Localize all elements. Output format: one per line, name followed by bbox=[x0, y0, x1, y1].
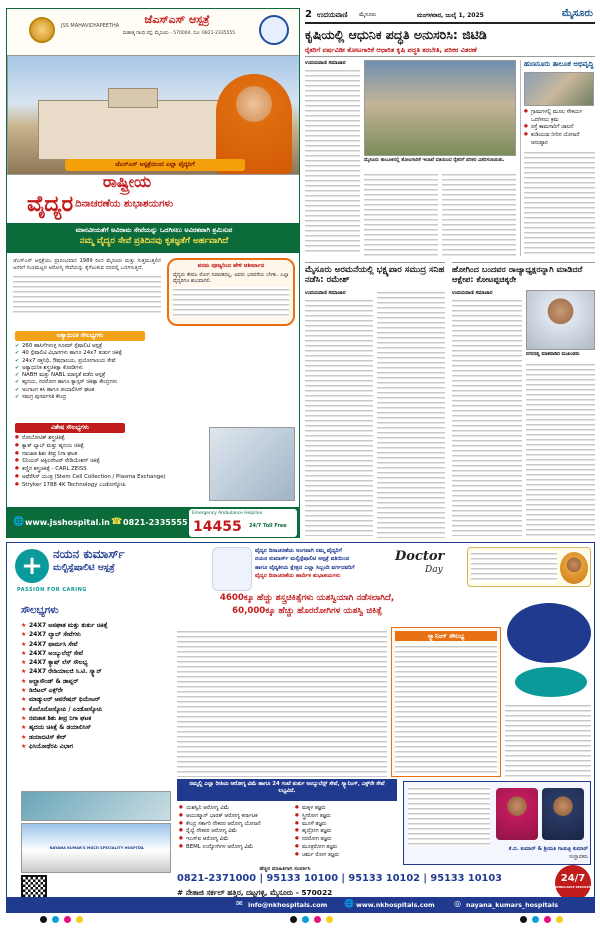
globe-icon: 🌐 bbox=[13, 517, 25, 527]
jss-logo-strip bbox=[7, 9, 300, 55]
list-item: ● BEML ಉದ್ಯೋಗಿಗಳ ಆರೋಗ್ಯ ವಿಮೆ bbox=[179, 844, 291, 852]
jss-special-list bbox=[15, 435, 205, 505]
nk-social[interactable]: nayana_kumars_hospitals bbox=[466, 901, 558, 909]
list-item: ● ಕಣ್ಣಿನ ಶಸ್ತ್ರಚಿಕಿತ್ಸೆ - CARL ZEISS bbox=[15, 466, 205, 474]
list-item: ● ಲಿನಿಯರ್ ಆಕ್ಸಿಲರೇಟರ್ ರೇಡಿಯೇಶನ್ ಚಿಕಿತ್ಸೆ bbox=[15, 458, 205, 466]
jss-facilities-title: ಅತ್ಯಾಧುನಿಕ ಸೌಲಭ್ಯಗಳು bbox=[15, 331, 145, 341]
article2-col-2 bbox=[377, 290, 445, 538]
registration-mark bbox=[290, 916, 297, 923]
contact-label: ಹೆಚ್ಚಿನ ಮಾಹಿತಿಗಾಗಿ ಸಂಪರ್ಕಿಸಿ bbox=[259, 866, 311, 872]
building-label: NAYANA KUMAR'S MULTI SPECIALITY HOSPITAL bbox=[49, 846, 145, 850]
page-header bbox=[305, 8, 595, 24]
article1-col-2 bbox=[364, 172, 438, 256]
ambulance-label: Emergency Ambulance Helpline bbox=[192, 511, 263, 516]
list-item: ★ 24X7 ಲ್ಯಾಬ್ ಸೇವೆಗಳು bbox=[21, 630, 171, 639]
nk-right-badge bbox=[507, 603, 591, 663]
stat-outpatients: 60,000ಕ್ಕೂ ಹೆಚ್ಚು ಹೊರರೋಗಿಗಳ ಯಶಸ್ವಿ ಚಿಕಿತ್ಸೆ bbox=[232, 605, 382, 616]
owner-name: ಕೆ.ಬಿ. ಕುಮಾರ್ & ಶ್ರೀಮತಿ ಗಾಯಿತ್ರಿ ಕುಮಾರ್ bbox=[508, 846, 588, 852]
side-brief-list bbox=[524, 109, 595, 148]
article-dateline: ಉದಯವಾಣಿ ಸಮಾಚಾರ bbox=[452, 290, 493, 296]
list-item: ● ರಸ್ತೆ ಕಾಮಗಾರಿಗೆ ಚಾಲನೆ bbox=[524, 124, 595, 132]
list-item: ● ಇಎಸ್‌ಐ ಆರೋಗ್ಯ ವಿಮೆ bbox=[179, 836, 291, 844]
jss-address: ಮಹಾತ್ಮ ಗಾಂಧಿ ರಸ್ತೆ, ಮೈಸೂರು - 570004. ದೂ: 0821-2335555 bbox=[122, 31, 236, 36]
list-item: ● ರೋಬೋಟಿಕ್ ಶಸ್ತ್ರಚಿಕಿತ್ಸೆ bbox=[15, 435, 205, 443]
jss-emblem-icon bbox=[29, 17, 55, 43]
edition-label: ಮೈಸೂರು bbox=[359, 12, 377, 18]
nk-email[interactable]: info@nkhospitals.com bbox=[248, 901, 328, 909]
list-item: ● Stryker 1788 4K Technology ಎಂಡೋಸ್ಕೋಪಿ bbox=[15, 482, 205, 490]
article3-col-2 bbox=[526, 362, 595, 538]
nk-department-list bbox=[295, 805, 395, 865]
nk-owner-box bbox=[403, 781, 591, 865]
nk-facilities-title: ಸೌಲಭ್ಯಗಳು bbox=[21, 605, 59, 616]
list-item: ● ಸ್ತ್ರೀರೋಗ ತಜ್ಞರು bbox=[295, 813, 395, 821]
nk-body-text bbox=[177, 629, 387, 777]
list-item: ● ಯಶಸ್ವಿನಿ ಆರೋಗ್ಯ ವಿಮೆ bbox=[179, 805, 291, 813]
list-item: ★ 24X7 ಅಪಘಾತ ಮತ್ತು ತುರ್ತು ಚಿಕಿತ್ಸೆ bbox=[21, 621, 171, 630]
list-item: ● ರೈಲ್ವೆ ನೌಕರರ ಆರೋಗ್ಯ ವಿಮೆ bbox=[179, 828, 291, 836]
article-subhead-1: ರೈತರಿಗೆ ವರ್ಷವಿಡೀ ತೋಟಗಾರಿಕೆ ಆಧಾರಿತ ಕೃಷಿ ಪದ್ಧತಿ ತರಬೇತಿ, ಪರಿಕರ ವಿತರಣೆ bbox=[305, 46, 595, 57]
nk-phones[interactable]: 0821-2371000 | 95133 10100 | 95133 10102 | 95133 10103 bbox=[177, 873, 502, 884]
list-item: ✔ 40 ಸ್ಪೆಷಾಲಿಟಿ ವಿಭಾಗಗಳು ಹಾಗೂ 24x7 ತುರ್ತು ಚಿಕಿತ್ಸೆ bbox=[15, 350, 295, 357]
registration-mark bbox=[532, 916, 539, 923]
stat-surgeries: 4600ಕ್ಕೂ ಹೆಚ್ಚು ಶಸ್ತ್ರಚಿಕಿತ್ಸೆಗಳು ಯಶಸ್ವಿಯಾಗಿ ನಡೆಸಲಾಗಿದೆ, bbox=[219, 593, 395, 603]
registration-mark bbox=[40, 916, 47, 923]
list-item: ✔ 260 ಹಾಸಿಗೆಗಳುಳ್ಳ ಸೂಪರ್ ಸ್ಪೆಷಾಲಿಟಿ ಆಸ್ಪತ್ರೆ bbox=[15, 343, 295, 350]
nk-wish: ವೈದ್ಯರ ದಿನಾಚರಣೆಯ ಅಂಗವಾಗಿ ನಮ್ಮ ವೈದ್ಯರಿಗೆ ನಯನ ಕುಮಾರ್ಸ್ ಮಲ್ಟಿಸ್ಪೆಷಾಲಿಟಿ ಆಸ್ಪತ್ರೆ ವತಿಯಿಂದ ಹಾಗೂ ವೈದ್ಯಕೀಯ ಕ್ಷೇತ್ರದ ಎಲ್ಲಾ ಸಿಬ್ಬಂದಿ ವರ್ಗದವರಿಗೆ ವೈದ್ಯರ ದಿನಾಚರಣೆಯ ಹಾರ್ದಿಕ ಶುಭಾಶಯಗಳು bbox=[255, 548, 355, 580]
article3-caption: ನಗರದಲ್ಲಿ ಮಾತನಾಡಿದ ಮುಖಂಡರು bbox=[526, 352, 580, 357]
side-brief-photo bbox=[524, 72, 594, 106]
jss-naac-badge bbox=[259, 15, 289, 45]
list-item: ★ ಡಯಾಬಿಟಿಸ್ ಕೇರ್ bbox=[21, 733, 171, 742]
jss-building-photo bbox=[7, 55, 300, 175]
jss-headline-3: ದಿನಾಚರಣೆಯ ಶುಭಾಶಯಗಳು bbox=[75, 198, 174, 210]
article1-caption: ಮೈಸೂರು ತಾಲೂಕಿನಲ್ಲಿ ತೋಟಗಾರಿಕೆ ಇಲಾಖೆ ವತಿಯಿಂದ ರೈತರಿಗೆ ಪರಿಕರ ವಿತರಿಸಲಾಯಿತು. bbox=[364, 158, 505, 163]
nk-logo-icon: + bbox=[15, 549, 49, 583]
article3-portrait bbox=[526, 290, 595, 350]
list-item: ★ ಅಲ್ಟ್ರಾಸೌಂಡ್ & ಡಾಪ್ಲರ್ bbox=[21, 677, 171, 686]
nk-stats-banner bbox=[157, 593, 457, 623]
jss-headline-1: ರಾಷ್ಟ್ರೀಯ bbox=[102, 172, 152, 191]
jss-facility-list bbox=[15, 343, 295, 421]
jss-ribbon: ಜೆಎಸ್‌ಎಸ್ ಆಸ್ಪತ್ರೆಯಿಂದ ಎಲ್ಲಾ ವೈದ್ಯರಿಗೆ bbox=[65, 159, 245, 171]
jss-ambulance-box bbox=[189, 509, 297, 537]
nk-right-text bbox=[505, 703, 591, 777]
nk-right-badge-2 bbox=[515, 667, 587, 697]
web-icon: 🌐 bbox=[344, 899, 354, 908]
registration-mark bbox=[520, 916, 527, 923]
list-item: ● ಕ್ಯಾತ್ ಲ್ಯಾಬ್ ಮತ್ತು ಹೃದಯ ಚಿಕಿತ್ಸೆ bbox=[15, 443, 205, 451]
list-item: ✔ NABH ಮತ್ತು NABL ಮಾನ್ಯತೆ ಪಡೆದ ಆಸ್ಪತ್ರೆ bbox=[15, 372, 295, 379]
nk-address: # ನೇತಾಜಿ ಸರ್ಕಲ್ ಹತ್ತಿರ, ದಟ್ಟಗಳ್ಳಿ, ಮೈಸೂರು - 570022 bbox=[177, 888, 333, 897]
article2-col-1 bbox=[305, 290, 373, 538]
list-item: ★ 24X7 ಕ್ಯಾಷ್ ಲೆಸ್ ಸೌಲಭ್ಯ bbox=[21, 658, 171, 667]
registration-mark bbox=[76, 916, 83, 923]
social-icon: ◎ bbox=[454, 899, 461, 908]
registration-mark bbox=[64, 916, 71, 923]
nk-scan-box bbox=[391, 627, 501, 777]
nk-name-1: ನಯನ ಕುಮಾರ್ಸ್ bbox=[53, 547, 125, 561]
jss-tagline: ಮಾನವೀಯತೆಗೆ ಅವಿರಾಮ ಸೇವೆಯನ್ನು ಒದಗಿಸಲು ಅವಿರತವಾಗಿ ಶ್ರಮಿಸುವ ನಮ್ಮ ವೈದ್ಯರ ಸೇವೆ ಪ್ರತಿದಿನವು ಕೃತಜ್ಞತೆಗೆ ಅರ್ಹವಾಗಿದೆ bbox=[7, 223, 300, 253]
article-headline-1: ಕೃಷಿಯಲ್ಲಿ ಆಧುನಿಕ ಪದ್ಧತಿ ಅನುಸರಿಸಿ: ಜಿಟಿಡಿ bbox=[305, 27, 487, 42]
nk-ambulance-badge: 24/7 AMBULANCE SERVICES bbox=[555, 865, 591, 901]
list-item: ● ಕೇಂದ್ರ ಸರ್ಕಾರಿ ನೌಕರರ ಆರೋಗ್ಯ ಯೋಜನೆ bbox=[179, 821, 291, 829]
nk-facility-list bbox=[21, 621, 171, 786]
list-item: ★ ಹೃದಯ ಚಿಕಿತ್ಸೆ & ಡಯಾಲಿಸಿಸ್ bbox=[21, 723, 171, 732]
registration-mark bbox=[314, 916, 321, 923]
list-item: ● ಕುಡಿಯುವ ನೀರಿನ ಯೋಜನೆ ಅನುಷ್ಠಾನ bbox=[524, 132, 595, 148]
registration-mark bbox=[326, 916, 333, 923]
article-dateline: ಉದಯವಾಣಿ ಸಮಾಚಾರ bbox=[305, 60, 346, 66]
list-item: ★ ಕೊಲೊನೋಸ್ಕೋಪಿ / ಎಂಡೋಸ್ಕೋಪಿ bbox=[21, 705, 171, 714]
article1-col-1 bbox=[305, 60, 360, 256]
article1-col-3 bbox=[442, 172, 516, 256]
owner-photo-1 bbox=[496, 788, 538, 840]
quote-box bbox=[467, 547, 591, 587]
nk-website[interactable]: www.nkhospitals.com bbox=[356, 901, 435, 909]
list-item: ● ಮೂತ್ರರೋಗ ತಜ್ಞರು bbox=[295, 844, 395, 852]
email-icon: ✉ bbox=[236, 899, 243, 908]
guru-portrait bbox=[560, 552, 588, 584]
registration-mark bbox=[544, 916, 551, 923]
list-item: ★ ಮಾಡ್ಯುಲರ್ ಆಪರೇಷನ್ ಥಿಯೇಟರ್ bbox=[21, 695, 171, 704]
section-name: ಮೈಸೂರು bbox=[561, 8, 593, 19]
nk-name-2: ಮಲ್ಟಿಸ್ಪೆಷಾಲಿಟಿ ಆಸ್ಪತ್ರೆ bbox=[53, 563, 115, 573]
jss-phone[interactable]: 0821-2335555 bbox=[123, 518, 188, 527]
list-item: ★ ಡಿಜಿಟಲ್ ಎಕ್ಸ್‌ರೇ bbox=[21, 686, 171, 695]
jss-blessing-bubble: ಪರಮ ಪೂಜ್ಯರಿಂದ ಹೇಳಿ ಆಶೀರ್ವಾದ ವೈದ್ಯರು ಕೇವಲ ರೋಗ ನಿವಾರಕರಲ್ಲ, ಅವರು ಭರವಸೆಯ ಬೆಳಕು. ಎಲ್ಲಾ ವೈದ್ಯರಿಗೂ ಶುಭವಾಗಲಿ. bbox=[167, 258, 295, 326]
paper-name: ಉದಯವಾಣಿ bbox=[317, 11, 348, 19]
doctor-illustration bbox=[212, 547, 252, 591]
article3-col-1 bbox=[452, 290, 522, 538]
list-item: ★ 24X7 ಅಂಬ್ಯುಲೆನ್ಸ್ ಸೇವೆ bbox=[21, 649, 171, 658]
jss-logo-text: JSS MAHAVIDYAPEETHA bbox=[61, 23, 120, 29]
ambulance-note: 24/7 Toll Free bbox=[249, 523, 287, 529]
list-item: ✔ ಅಂಗಾಂಗ ಕಸಿ ಹಾಗೂ ಡಯಾಲಿಸಿಸ್ ಘಟಕ bbox=[15, 387, 295, 394]
nk-building-photo bbox=[21, 823, 171, 873]
jss-intro: ಜೆಎಸ್‌ಎಸ್ ಆಸ್ಪತ್ರೆಯು ಪ್ರಾರಂಭವಾದ 1989 ರಿಂದ ಮೈಸೂರು ಮತ್ತು ಸುತ್ತಮುತ್ತಲಿನ ಜನರಿಗೆ ಗುಣಮಟ್ಟದ ಆರೋಗ್ಯ ಸೇವೆಯನ್ನು ಕೈಗೆಟುಕುವ ದರದಲ್ಲಿ ಒದಗಿಸುತ್ತಿದೆ. bbox=[13, 258, 161, 326]
list-item: ★ 24X7 ರೇಡಿಯಾಲಜಿ ಸಿ.ಟಿ. ಸ್ಕ್ಯಾನ್ bbox=[21, 667, 171, 676]
jss-footer bbox=[7, 507, 300, 538]
list-item: ● ನರರೋಗ ತಜ್ಞರು bbox=[295, 836, 395, 844]
nk-footer bbox=[6, 897, 595, 913]
list-item: ★ ಫಿಸಿಯೋಥೆರಪಿ ವಿಭಾಗ bbox=[21, 742, 171, 751]
jss-headline-2: ವೈದ್ಯರ bbox=[27, 192, 74, 217]
article1-photo bbox=[364, 60, 516, 156]
list-item: ✔ ಹೃದಯ, ನರರೋಗ ಹಾಗೂ ಕ್ಯಾನ್ಸರ್ ಚಿಕಿತ್ಸಾ ಕೇಂದ್ರಗಳು bbox=[15, 379, 295, 386]
list-item: ✔ ಅತ್ಯಾಧುನಿಕ ಶಸ್ತ್ರಚಿಕಿತ್ಸಾ ಕೊಠಡಿಗಳು bbox=[15, 365, 295, 372]
list-item: ● ಹೃದ್ರೋಗ ತಜ್ಞರು bbox=[295, 828, 395, 836]
article-headline-3: ಹೋಗಿಂದ ಬಂದವರ ರಾಜ್ಯಾಧ್ಯಕ್ಷರನ್ನಾಗಿ ಮಾಡಿದರೆ ಆಕ್ಷೇಪ: ಕೋಟಪ್ಪಚಿಕ್ಕರೇ bbox=[452, 262, 595, 285]
list-item: ● ನವಜಾತ ಶಿಶು ತೀವ್ರ ನಿಗಾ ಘಟಕ bbox=[15, 451, 205, 459]
phone-icon: ☎ bbox=[111, 517, 123, 527]
nk-insurance-list bbox=[179, 805, 291, 865]
registration-mark bbox=[302, 916, 309, 923]
page-number: 2 bbox=[305, 9, 312, 20]
doctor-day-badge: Doctor Day bbox=[395, 549, 445, 576]
nk-service-banner: ನಮ್ಮಲ್ಲಿ ಎಲ್ಲಾ ರೀತಿಯ ಆರೋಗ್ಯ ವಿಮೆ ಹಾಗೂ 24 ಗಂಟೆ ತುರ್ತು ಆಂಬ್ಯುಲೆನ್ಸ್ ಸೇವೆ, ಸ್ಕ್ಯಾನಿಂಗ್, ಎಕ್ಸ್‌ರೇ ಸೇವೆ ಲಭ್ಯವಿದೆ. bbox=[177, 779, 397, 801]
list-item: ● ಮಕ್ಕಳ ತಜ್ಞರು bbox=[295, 805, 395, 813]
registration-mark bbox=[556, 916, 563, 923]
article-headline-2: ಮೈಸೂರು ಅರಮನೆಯಲ್ಲಿ ಭಕ್ಷ್ಯಪಾರ ಸಮುದ್ರ ಸನಿಹ ನಡೆಸಿ: ರಮೇಶ್ bbox=[305, 262, 445, 286]
ambulance-number[interactable]: 14455 bbox=[193, 519, 242, 535]
list-item: ● ಚರ್ಮ ರೋಗ ತಜ್ಞರು bbox=[295, 852, 395, 860]
nk-tagline: PASSION FOR CARING bbox=[17, 587, 87, 593]
list-item: ★ ನವಜಾತ ಶಿಶು ತೀವ್ರ ನಿಗಾ ಘಟಕ bbox=[21, 714, 171, 723]
jss-hospital-name: ಜೆಎಸ್‌ಎಸ್ ಆಸ್ಪತ್ರೆ bbox=[144, 13, 210, 26]
jss-website[interactable]: www.jsshospital.in bbox=[25, 518, 110, 527]
page-date: ಮಂಗಳವಾರ, ಜುಲೈ 1, 2025 bbox=[417, 12, 484, 19]
jss-equipment-photo bbox=[209, 427, 295, 501]
registration-mark bbox=[52, 916, 59, 923]
jss-special-title: ವಿಶೇಷ ಸೌಲಭ್ಯಗಳು bbox=[15, 423, 125, 433]
list-item: ● ಮೂಳೆ ತಜ್ಞರು bbox=[295, 821, 395, 829]
article-dateline: ಉದಯವಾಣಿ ಸಮಾಚಾರ bbox=[305, 290, 346, 296]
owner-photo-2 bbox=[542, 788, 584, 840]
jss-headline-block bbox=[27, 191, 297, 219]
list-item: ✔ ಸಮಗ್ರ ಪುನರ್ವಸತಿ ಕೇಂದ್ರ bbox=[15, 394, 295, 401]
side-brief-title: ಹುಣಸೂರು ತಾಲೂಕ ಅಭಿವೃದ್ಧಿ bbox=[524, 60, 594, 68]
scan-title: ಸ್ಕ್ಯಾನಿಂಗ್ ಸೌಲಭ್ಯ bbox=[395, 631, 497, 641]
jss-hospital-ad bbox=[6, 8, 300, 538]
owner-title: ಸಂಸ್ಥಾಪಕರು bbox=[569, 855, 588, 860]
side-brief bbox=[520, 60, 595, 256]
list-item: ● ಗ್ರಾಮಗಳಲ್ಲಿ ಮೂಲ ಸೌಕರ್ಯ ಒದಗಿಸಲು ಕ್ರಮ bbox=[524, 109, 595, 125]
list-item: ✔ 24x7 ರಕ್ತನಿಧಿ, ಔಷಧಾಲಯ, ಪ್ರಯೋಗಾಲಯ ಸೇವೆ bbox=[15, 358, 295, 365]
nk-hospital-ad bbox=[6, 542, 595, 910]
nk-ot-photo bbox=[21, 791, 171, 821]
list-item: ★ 24X7 ಫಾರ್ಮಸಿ ಸೇವೆ bbox=[21, 640, 171, 649]
list-item: ● ಅಫೆರೆಸಿಸ್ ಯಂತ್ರ (Stem Cell Collection / Plasma Exchange) bbox=[15, 474, 205, 482]
list-item: ● ಆಯುಷ್ಮಾನ್ ಭಾರತ್ ಆರೋಗ್ಯ ಕರ್ನಾಟಕ bbox=[179, 813, 291, 821]
